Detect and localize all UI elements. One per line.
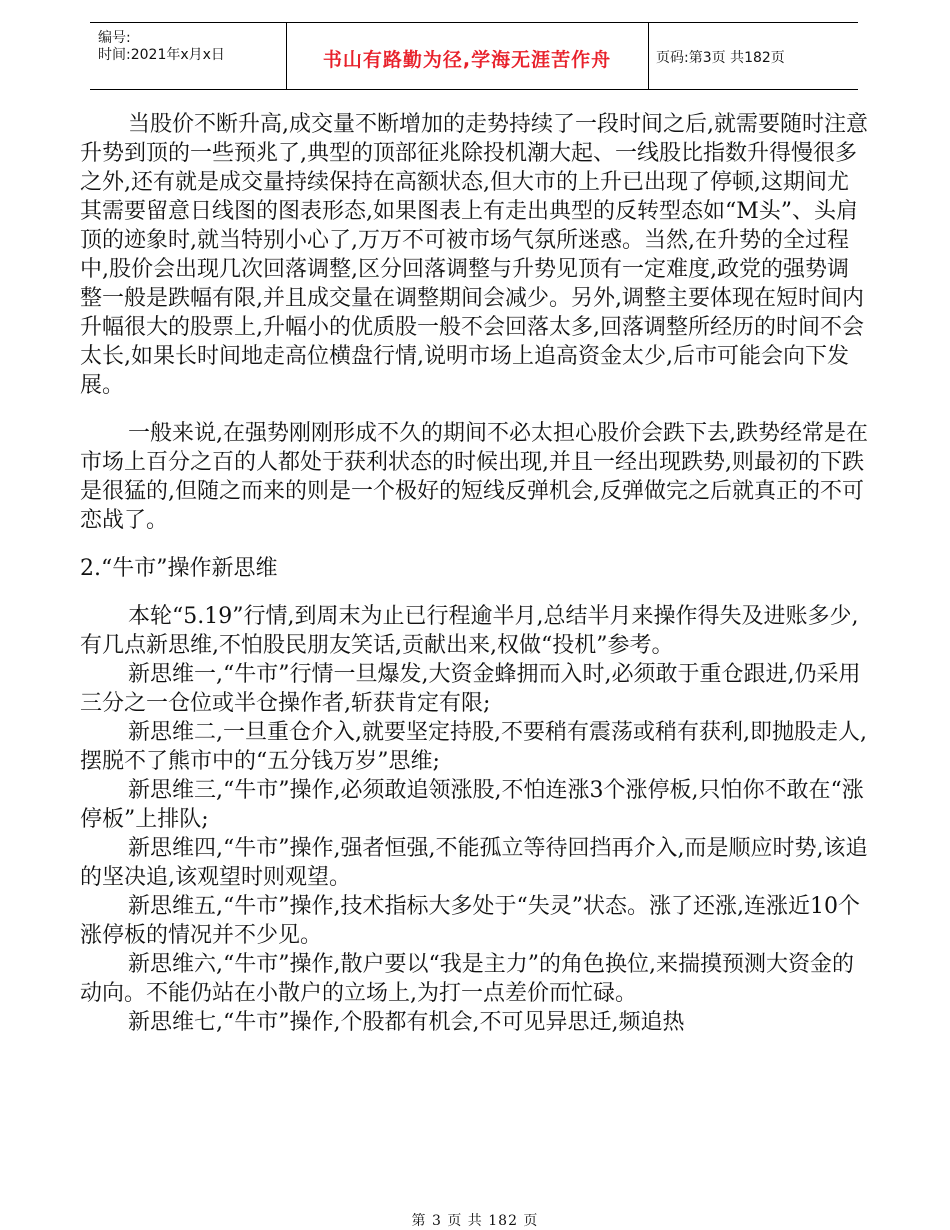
section-heading: 2.“牛市”操作新思维: [80, 556, 278, 581]
paragraph: 当股价不断升高,成交量不断增加的走势持续了一段时间之后,就需要随时注意升势到顶的一些预兆了,典型的顶部征兆除投机潮大起、一线股比指数升得慢很多之外,还有就是成交量持续保持在高额状态,但大市的上升已出现了停顿,这期间尤其需要留意日线图的图表形态,如果图表上有走出典型的反转型态如“M头”、头肩顶的迹象时,就当特别小心了,万万不可被市场气氛所迷惑。当然,在升势的全过程中,股价会出现几次回落调整,区分回落调整与升势见顶有一定难度,政党的强势调整一般是跌幅有限,并且成交量在调整期间会减少。另外,调整主要体现在短时间内升幅很大的股票上,升幅小的优质股一般不会回落太多,回落调整所经历的时间不会太长,如果长时间地走高位横盘行情,说明市场上追高资金太少,后市可能会向下发展。: [80, 112, 868, 398]
document-number-label: 编号:: [98, 30, 131, 46]
document-body: [80, 110, 870, 1037]
header-page-cell: [648, 23, 858, 89]
paragraph: 一般来说,在强势刚刚形成不久的期间不必太担心股价会跌下去,跌势经常是在市场上百分之百的人都处于获利状态的时候出现,并且一经出现跌势,则最初的下跌是很猛的,但随之而来的则是一个极好的短线反弹机会,反弹做完之后就真正的不可恋战了。: [80, 421, 868, 533]
list-item: 新思维七,“牛市”操作,个股都有机会,不可见异思迁,频追热: [128, 1010, 685, 1035]
list-item: 新思维五,“牛市”操作,技术指标大多处于“失灵”状态。涨了还涨,连涨近10个涨停板的情况并不少见。: [80, 894, 860, 948]
list-item: 新思维四,“牛市”操作,强者恒强,不能孤立等待回挡再介入,而是顺应时势,该追的坚决追,该观望时则观望。: [80, 836, 868, 890]
header-page-info: 页码:第3页 共182页: [656, 50, 785, 66]
page-header: [90, 22, 858, 90]
list-item: 新思维一,“牛市”行情一旦爆发,大资金蜂拥而入时,必须敢于重仓跟进,仍采用三分之一仓位或半仓操作者,斩获肯定有限;: [80, 662, 861, 716]
list-item: 新思维六,“牛市”操作,散户要以“我是主力”的角色换位,来揣摸预测大资金的动向。不能仍站在小散户的立场上,为打一点差价而忙碌。: [80, 952, 854, 1006]
page-footer: 第 3 页 共 182 页: [411, 1213, 539, 1229]
list-item: 新思维二,一旦重仓介入,就要坚定持股,不要稍有震荡或稍有获利,即抛股走人,摆脱不了熊市中的“五分钱万岁”思维;: [80, 720, 867, 774]
header-motto: 书山有路勤为径,学海无涯苦作舟: [322, 49, 612, 71]
paragraph: 本轮“5.19”行情,到周末为止已行程逾半月,总结半月来操作得失及进账多少,有几点新思维,不怕股民朋友笑话,贡献出来,权做“投机”参考。: [80, 604, 859, 658]
header-meta-cell: [90, 23, 287, 89]
list-item: 新思维三,“牛市”操作,必须敢追领涨股,不怕连涨3个涨停板,只怕你不敢在“涨停板”上排队;: [80, 778, 864, 832]
document-time: 时间:2021年x月x日: [98, 47, 225, 63]
header-motto-cell: [286, 23, 649, 89]
